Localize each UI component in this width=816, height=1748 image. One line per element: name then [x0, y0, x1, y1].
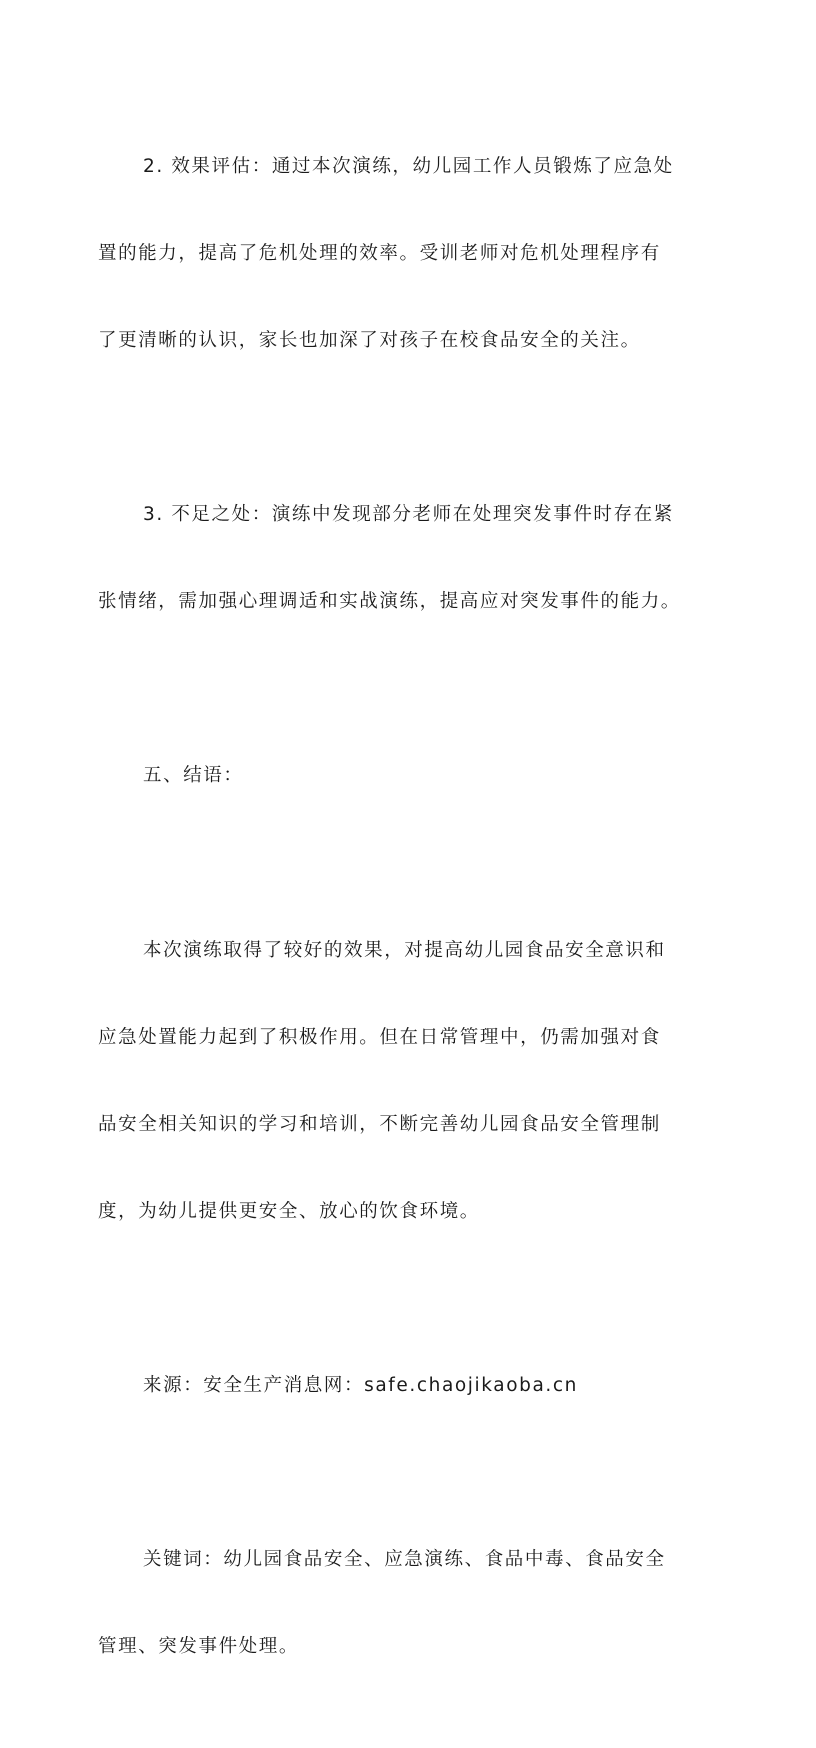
text-line: 张情绪，需加强心理调适和实战演练，提高应对突发事件的能力。 — [98, 591, 681, 612]
text-line: 应急处置能力起到了积极作用。但在日常管理中，仍需加强对食 — [98, 1027, 661, 1048]
paragraph-keywords — [98, 1487, 700, 1719]
text-line: 2. 效果评估：通过本次演练，幼儿园工作人员锻炼了应急处 — [143, 156, 674, 177]
text-line: 关键词：幼儿园食品安全、应急演练、食品中毒、食品安全 — [143, 1549, 666, 1570]
text-line: 来源：安全生产消息网：safe.chaojikaoba.cn — [143, 1375, 578, 1396]
paragraph-evaluation — [98, 94, 700, 413]
paragraph-shortcomings — [98, 442, 700, 674]
text-line: 管理、突发事件处理。 — [98, 1636, 300, 1657]
text-line: 本次演练取得了较好的效果，对提高幼儿园食品安全意识和 — [143, 940, 666, 961]
text-line: 五、结语： — [143, 765, 244, 786]
text-line: 了更清晰的认识，家长也加深了对孩子在校食品安全的关注。 — [98, 330, 641, 351]
paragraph-source — [98, 1313, 700, 1458]
section-heading-conclusion — [98, 703, 700, 848]
text-line: 置的能力，提高了危机处理的效率。受训老师对危机处理程序有 — [98, 243, 661, 264]
paragraph-conclusion — [98, 878, 700, 1284]
text-line: 度，为幼儿提供更安全、放心的饮食环境。 — [98, 1201, 480, 1222]
text-line: 品安全相关知识的学习和培训，不断完善幼儿园食品安全管理制 — [98, 1114, 661, 1135]
text-line: 3. 不足之处：演练中发现部分老师在处理突发事件时存在紧 — [143, 504, 674, 525]
document-body — [98, 94, 700, 1748]
